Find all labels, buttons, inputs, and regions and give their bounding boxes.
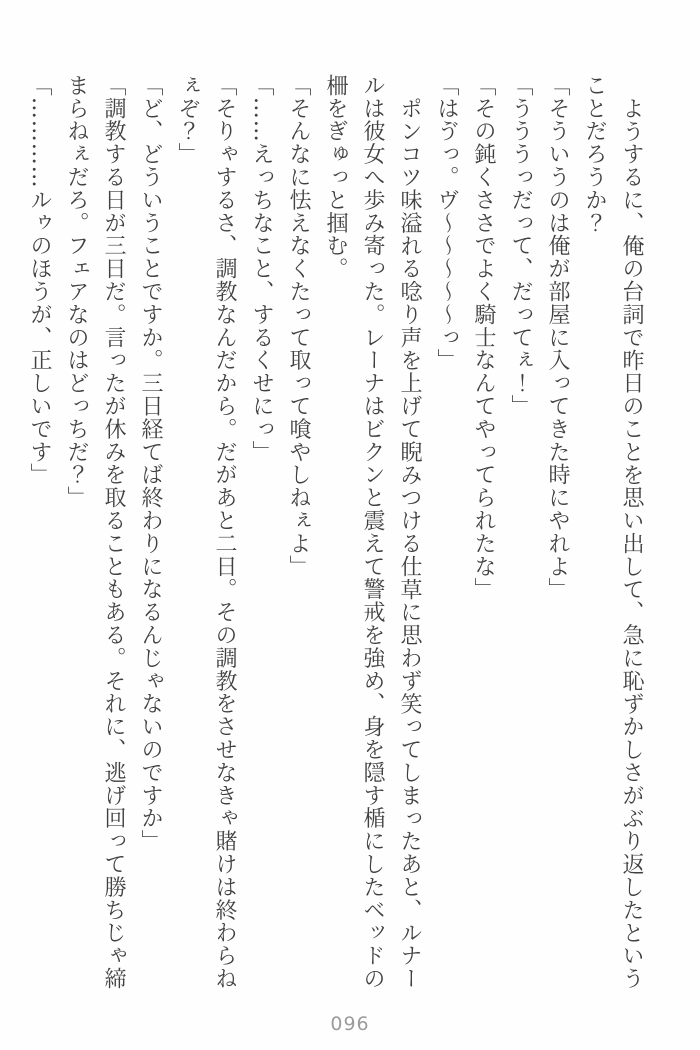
text-line: 「はゔっ。ヴ〜〜〜〜〜っ」 [434,74,459,372]
page-number: 096 [330,1013,370,1035]
text-line: まらねぇだろ。フェアなのはどっちだ？」 [64,74,89,510]
text-line: 「……えっちなこと、するくせにっ」 [249,74,274,464]
text-line: 「ど、どういうことですか。三日経てば終わりになるんじゃないのですか」 [138,74,163,853]
text-line: 「調教する日が三日だ。言ったが休みを取ることもある。それに、逃げ回って勝ちじゃ締 [101,74,126,990]
text-line: ぇぞ？」 [175,74,200,166]
text-line: 「そんなに怯えなくたって取って喰やしねぇよ」 [286,74,311,578]
text-line: 「その鈍くささでよく騎士なんてやってられたな」 [471,74,496,601]
text-line: ルは彼女へ歩み寄った。レーナはビクンと震えて警戒を強め、身を隠す楯にしたベッドの [360,74,385,990]
text-line: ポンコツ味溢れる唸り声を上げて睨みつける仕草に思わず笑ってしまったあと、ルナー [397,97,422,991]
text-line: 「そりゃするさ、調教なんだから。だがあと二日。その調教をさせなきゃ賭けは終わらね [212,74,237,990]
text-line: 「そういうのは俺が部屋に入ってきた時にやれよ」 [545,74,570,601]
text-line: 「うううっだって、だってぇ！」 [508,74,533,418]
page-text [21,74,650,998]
text-line: 柵をぎゅっと掴む。 [323,74,348,281]
text-line: ようするに、俺の台詞で昨日のことを思い出して、急に恥ずかしさがぶり返したという [619,97,644,991]
text-line: 「…………ルゥのほうが、正しいです」 [27,74,52,487]
text-line: ことだろうか？ [582,74,607,235]
